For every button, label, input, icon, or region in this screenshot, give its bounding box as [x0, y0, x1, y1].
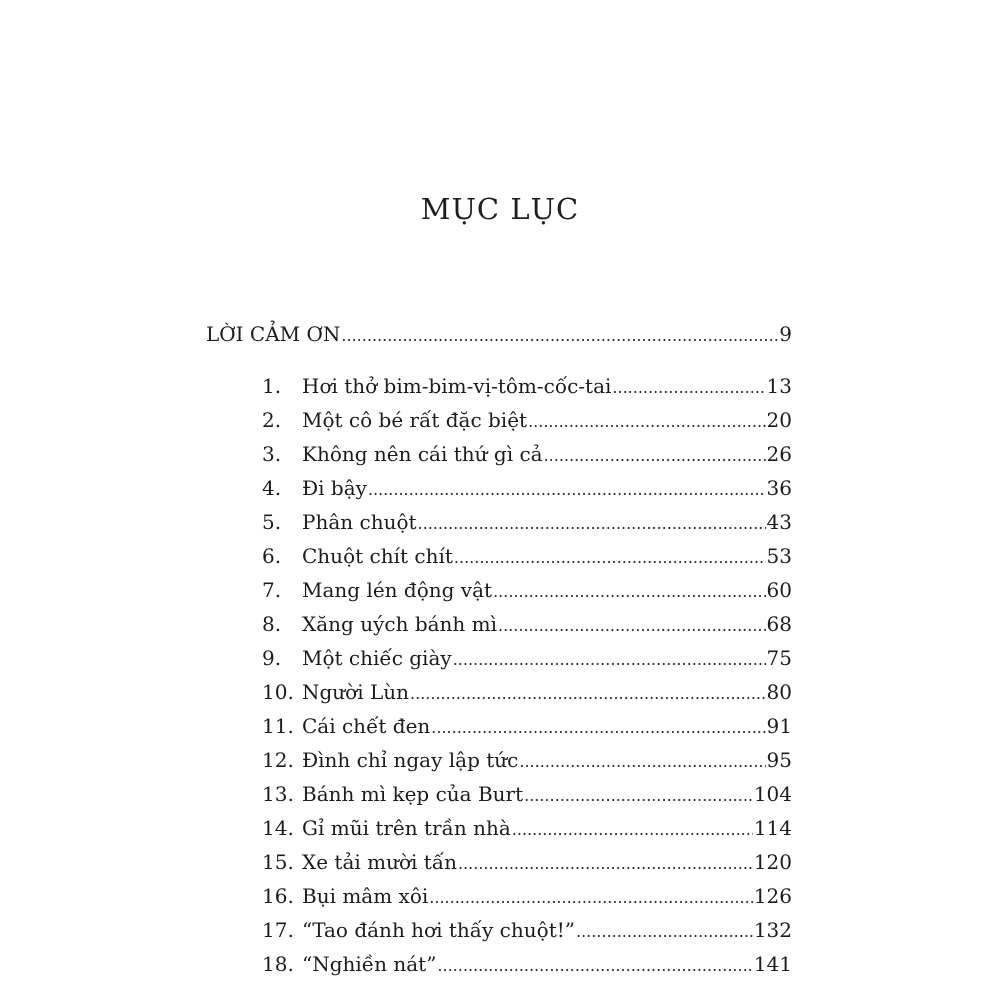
chapter-page: 132 [753, 918, 792, 942]
chapter-number: 3. [262, 442, 282, 466]
toc-entry [262, 947, 792, 981]
chapter-number: 5. [262, 510, 282, 534]
chapter-page: 20 [766, 408, 792, 432]
chapter-title: “Nghiền nát” [302, 952, 437, 976]
chapter-title: Một chiếc giày [302, 646, 452, 670]
toc-entry [262, 607, 792, 641]
dot-leader [512, 813, 753, 847]
dot-leader [418, 507, 766, 541]
toc-entry-title: LỜI CẢM ƠN [206, 322, 341, 346]
chapter-number: 17. [262, 918, 294, 942]
chapter-page: 95 [766, 748, 792, 772]
chapter-title: Xăng uých bánh mì [302, 612, 498, 636]
chapter-title: Đi bậy [302, 476, 367, 500]
chapter-page: 120 [753, 850, 792, 874]
chapter-page: 141 [753, 952, 792, 976]
chapter-title: Không nên cái thứ gì cả [302, 442, 543, 466]
chapter-number: 9. [262, 646, 282, 670]
chapter-number: 14. [262, 816, 294, 840]
chapter-title: Chuột chít chít [302, 544, 453, 568]
dot-leader [453, 643, 766, 677]
dot-leader [429, 881, 753, 915]
toc-entry [262, 437, 792, 471]
chapter-title: Bánh mì kẹp của Burt [302, 782, 524, 806]
chapter-title: Một cô bé rất đặc biệt [302, 408, 528, 432]
chapter-page: 75 [766, 646, 792, 670]
toc-entry [262, 811, 792, 845]
page-title: MỤC LỤC [420, 192, 580, 226]
chapter-title: “Tao đánh hơi thấy chuột!” [302, 918, 575, 942]
chapter-page: 53 [766, 544, 792, 568]
chapter-title: Người Lùn [302, 680, 410, 704]
dot-leader [528, 405, 765, 439]
toc-entry-preface [206, 317, 792, 351]
chapter-page: 60 [766, 578, 792, 602]
toc-entry [262, 403, 792, 437]
dot-leader [612, 371, 765, 405]
chapter-page: 104 [753, 782, 792, 806]
toc-entry [262, 675, 792, 709]
dot-leader [519, 745, 765, 779]
chapter-page: 43 [766, 510, 792, 534]
chapter-number: 2. [262, 408, 282, 432]
toc-entry [262, 369, 792, 403]
toc-entry [262, 471, 792, 505]
chapter-number: 16. [262, 884, 294, 908]
chapter-page: 36 [766, 476, 792, 500]
chapter-number: 13. [262, 782, 294, 806]
chapter-number: 18. [262, 952, 294, 976]
chapter-title: Đình chỉ ngay lập tức [302, 748, 519, 772]
chapter-number: 10. [262, 680, 294, 704]
chapter-title: Mang lén động vật [302, 578, 493, 602]
chapter-number: 12. [262, 748, 294, 772]
toc-entry [262, 573, 792, 607]
toc-entry [262, 743, 792, 777]
chapter-title: Gỉ mũi trên trần nhà [302, 816, 511, 840]
dot-leader [458, 847, 753, 881]
chapter-number: 11. [262, 714, 294, 738]
chapter-number: 1. [262, 374, 282, 398]
toc-entry [262, 777, 792, 811]
chapter-number: 8. [262, 612, 282, 636]
chapter-page: 13 [766, 374, 792, 398]
dot-leader [576, 915, 753, 949]
dot-leader [498, 609, 766, 643]
chapter-page: 26 [766, 442, 792, 466]
dot-leader [431, 711, 765, 745]
dot-leader [437, 949, 752, 983]
chapter-title: Hơi thở bim-bim-vị-tôm-cốc-tai [302, 374, 612, 398]
chapter-title: Bụi mâm xôi [302, 884, 429, 908]
dot-leader [368, 473, 766, 507]
chapter-number: 15. [262, 850, 294, 874]
toc-entry [262, 709, 792, 743]
dot-leader [544, 439, 766, 473]
chapter-title: Xe tải mười tấn [302, 850, 457, 874]
dot-leader [410, 677, 766, 711]
dot-leader [454, 541, 766, 575]
dot-leader [341, 319, 778, 353]
chapter-page: 80 [766, 680, 792, 704]
toc-entry [262, 845, 792, 879]
chapter-page: 91 [766, 714, 792, 738]
chapter-page: 68 [766, 612, 792, 636]
dot-leader [524, 779, 753, 813]
chapter-number: 4. [262, 476, 282, 500]
chapter-title: Phân chuột [302, 510, 417, 534]
chapter-page: 114 [753, 816, 792, 840]
toc-entry [262, 539, 792, 573]
toc-entry-page: 9 [779, 322, 792, 346]
dot-leader [493, 575, 765, 609]
toc-entry [262, 641, 792, 675]
chapter-number: 7. [262, 578, 282, 602]
chapter-title: Cái chết đen [302, 714, 431, 738]
chapter-number: 6. [262, 544, 282, 568]
chapter-page: 126 [753, 884, 792, 908]
toc-entry [262, 913, 792, 947]
toc-entry [262, 505, 792, 539]
toc-entry [262, 879, 792, 913]
